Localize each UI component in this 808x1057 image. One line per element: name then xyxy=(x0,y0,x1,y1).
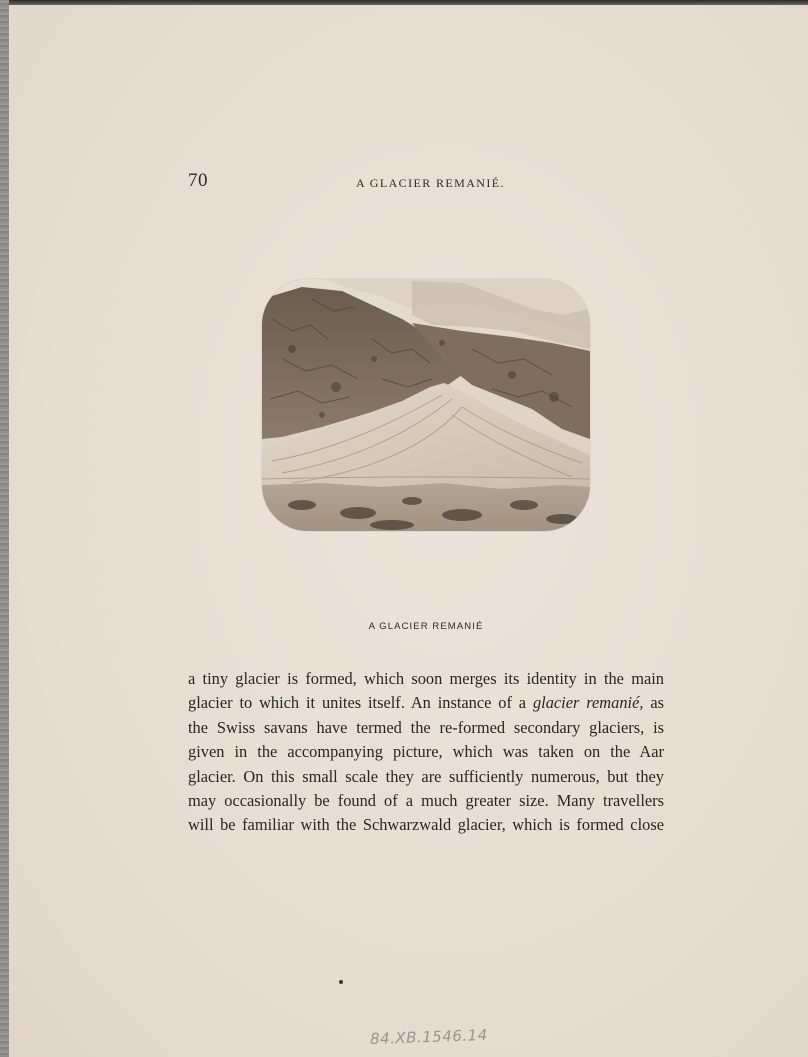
text-line: may occasionally be found of a much greater size. Many travellers xyxy=(188,790,664,810)
paper-speck xyxy=(339,980,343,984)
figure-caption: A GLACIER REMANIÉ xyxy=(368,621,484,632)
running-head xyxy=(188,170,618,194)
text-line: given in the accompanying picture, which was taken on the Aar xyxy=(188,742,664,762)
text-line xyxy=(188,691,664,715)
body-paragraph xyxy=(188,667,664,838)
text-line: a tiny glacier is formed, which soon merges its identity in the main xyxy=(188,669,664,688)
pencil-accession-number: 84.XB.1546.14 xyxy=(369,1025,488,1049)
italic-term: glacier remanié, xyxy=(532,693,644,713)
book-binding-edge xyxy=(0,0,9,1057)
text-line-lead: glacier to which it unites itself. An instance of a xyxy=(188,693,533,713)
text-line-tail: as xyxy=(643,693,664,713)
glacier-photograph xyxy=(262,279,590,531)
text-line: glacier. On this small scale they are sufficiently numerous, but they xyxy=(188,766,664,786)
paper-sheet xyxy=(9,5,808,1057)
running-title: A GLACIER REMANIÉ. xyxy=(356,176,505,190)
text-line: the Swiss savans have termed the re-formed secondary glaciers, is xyxy=(188,717,664,737)
text-line: will be familiar with the Schwarzwald glacier, which is formed close xyxy=(188,815,664,835)
page-number: 70 xyxy=(188,170,208,191)
